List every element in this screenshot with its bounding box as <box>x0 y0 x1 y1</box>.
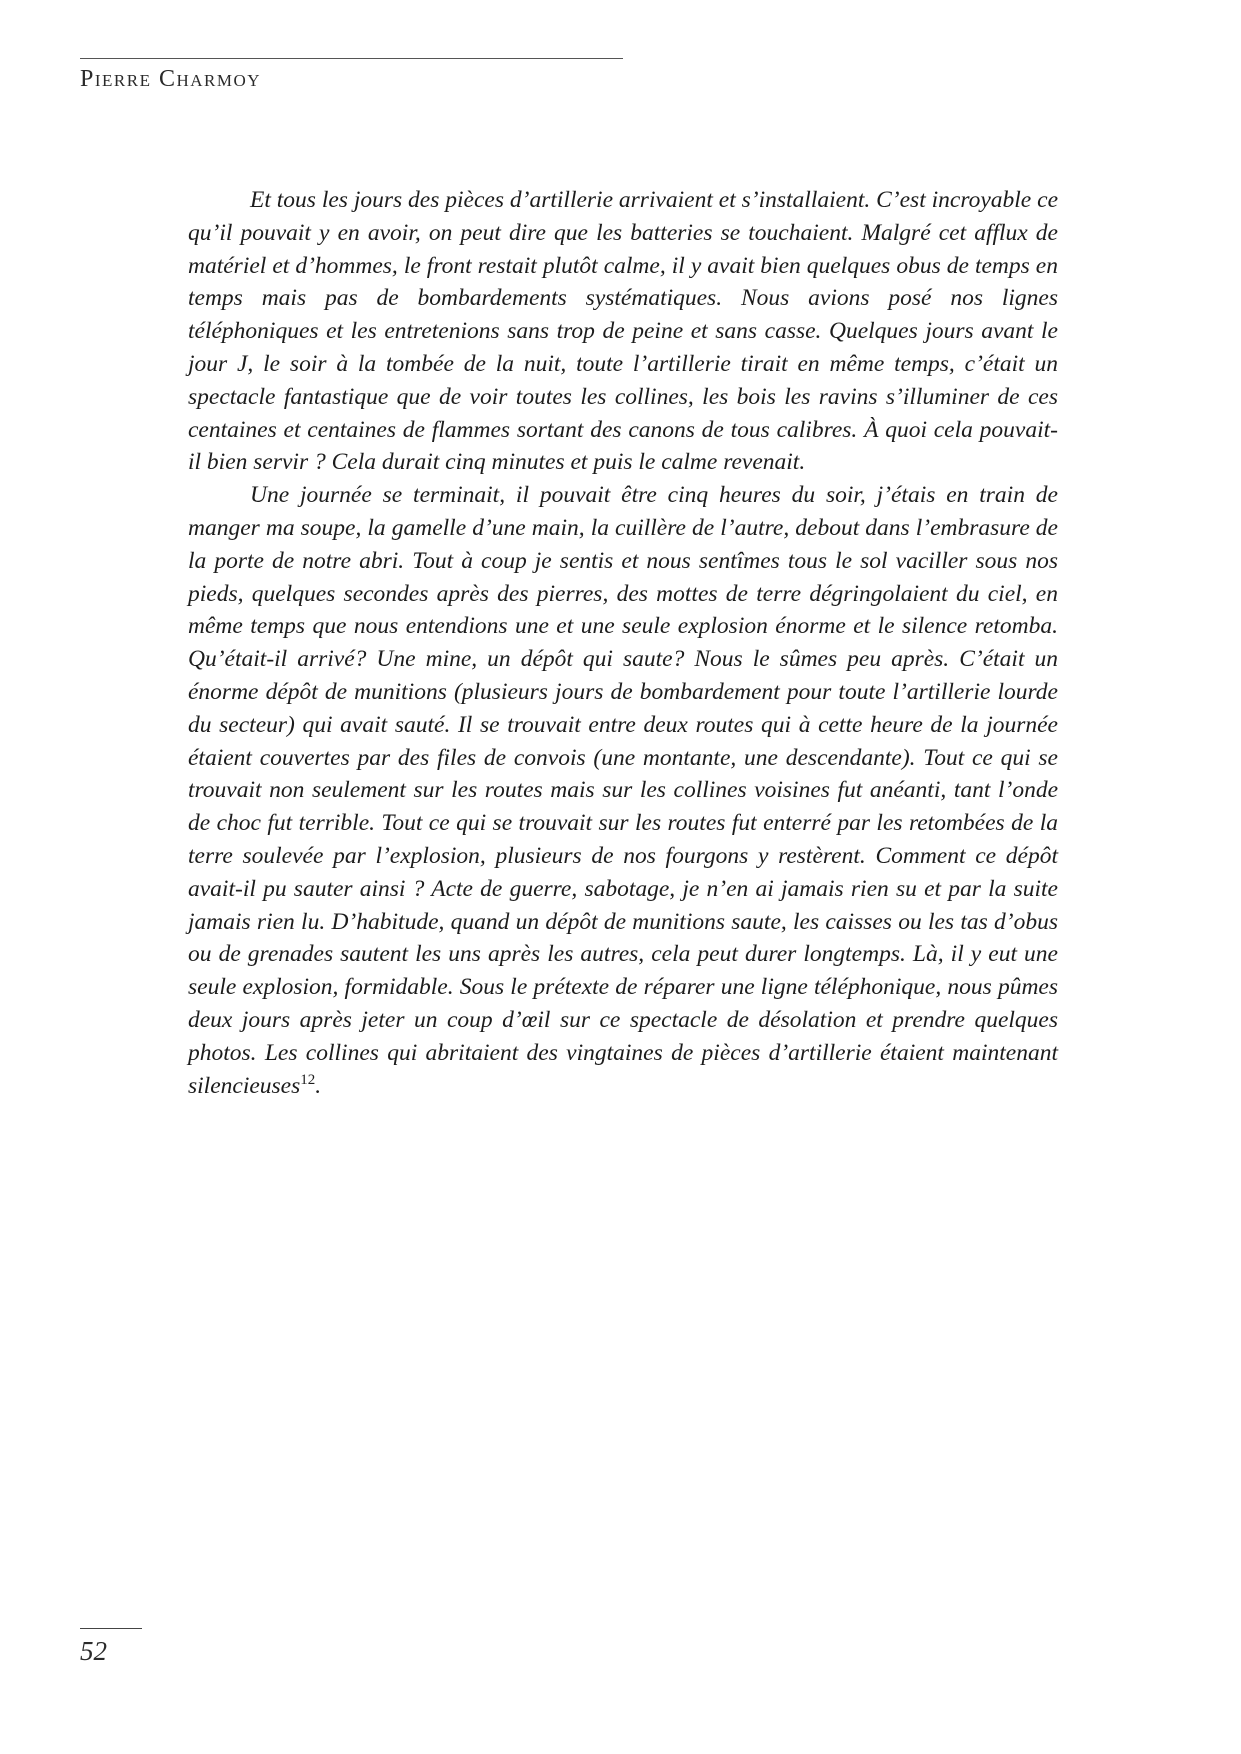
page-number: 52 <box>80 1636 107 1666</box>
paragraph-2-text: Une journée se terminait, il pouvait être cinq heures du soir, j’étais en train de manger ma soupe, la gamelle d’une main, la cuillère de l’autre, debout dans l’embrasure de la porte de notre abri. Tout à coup je sentis et nous sentîmes tous le sol vaciller sous nos pieds, quelques secondes après des pierres, des mottes de terre dégringolaient du ciel, en même temps que nous entendions une et une seule explosion énorme et le silence retomba. Qu’était-il arrivé? Une mine, un dépôt qui saute? Nous le sûmes peu après. C’était un énorme dépôt de munitions (plusieurs jours de bombardement pour toute l’artillerie lourde du secteur) qui avait sauté. Il se trouvait entre deux routes qui à cette heure de la journée étaient couvertes par des files de convois (une montante, une descendante). Tout ce qui se trouvait non seulement sur les routes mais sur les collines voisines fut anéanti, tant l’onde de choc fut terrible. Tout ce qui se trouvait sur les routes fut enterré par les retombées de la terre soulevée par l’explosion, plusieurs de nos fourgons y restèrent. Comment ce dépôt avait-il pu sauter ainsi ? Acte de guerre, sabotage, je n’en ai jamais rien su et par la suite jamais rien lu. D’habitude, quand un dépôt de munitions saute, les caisses ou les tas d’obus ou de grenades sautent les uns après les autres, cela peut durer longtemps. Là, il y eut une seule explosion, formidable. Sous le prétexte de réparer une ligne téléphonique, nous pûmes deux jours après jeter un coup d’œil sur ce spectacle de désolation et prendre quelques photos. Les collines qui abritaient des vingtaines de pièces d’artillerie étaient maintenant silencieuses <box>188 482 1058 1099</box>
paragraph-2-end: . <box>315 1072 322 1099</box>
header-rule <box>80 58 623 59</box>
footnote-reference[interactable]: 12 <box>300 1071 316 1088</box>
footer-rule <box>80 1628 142 1629</box>
body-text <box>188 184 1058 1102</box>
running-header: Pierre Charmoy <box>80 66 262 92</box>
paragraph-1: Et tous les jours des pièces d’artillerie arrivaient et s’installaient. C’est incroyable ce qu’il pouvait y en avoir, on peut dire que les batteries se touchaient. Malgré cet afflux de matériel et d’hommes, le front restait plutôt calme, il y avait bien quelques obus de temps en temps mais pas de bombardements systématiques. Nous avions posé nos lignes téléphoniques et les entretenions sans trop de peine et sans casse. Quelques jours avant le jour J, le soir à la tombée de la nuit, toute l’artillerie tirait en même temps, c’était un spectacle fantastique que de voir toutes les collines, les bois les ravins s’illuminer de ces centaines et centaines de flammes sortant des canons de tous calibres. À quoi cela pouvait-il bien servir ? Cela durait cinq minutes et puis le calme revenait. <box>188 187 1058 476</box>
paragraph-2 <box>188 479 1058 1102</box>
